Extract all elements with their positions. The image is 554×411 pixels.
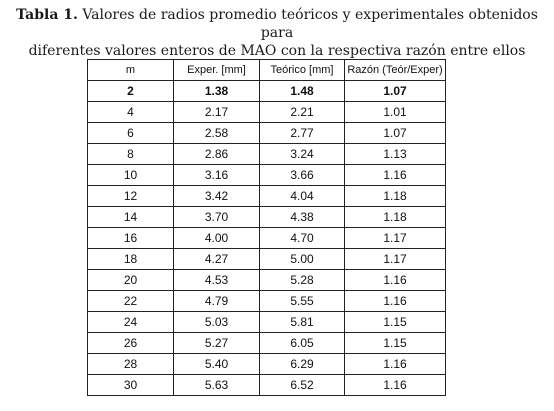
table-row [88,249,446,270]
cell-teorico: 4.70 [260,228,345,249]
cell-teorico: 6.29 [260,354,345,375]
cell-m: 2 [88,81,174,102]
cell-m: 26 [88,333,174,354]
cell-exper: 4.53 [174,270,260,291]
cell-exper: 4.27 [174,249,260,270]
cell-exper: 3.16 [174,165,260,186]
cell-teorico: 5.55 [260,291,345,312]
cell-razon: 1.16 [345,291,446,312]
header-m: m [88,60,174,81]
table-row [88,375,446,396]
table-row [88,207,446,228]
cell-exper: 1.38 [174,81,260,102]
header-razon: Razón (Teór/Exper) [345,60,446,81]
results-table [87,59,446,396]
cell-exper: 2.17 [174,102,260,123]
header-teorico: Teórico [mm] [260,60,345,81]
cell-razon: 1.17 [345,228,446,249]
cell-m: 10 [88,165,174,186]
cell-m: 24 [88,312,174,333]
table-row [88,270,446,291]
cell-teorico: 3.66 [260,165,345,186]
cell-m: 12 [88,186,174,207]
cell-m: 14 [88,207,174,228]
table-row [88,228,446,249]
table-body [88,81,446,396]
table-row [88,81,446,102]
cell-razon: 1.07 [345,81,446,102]
cell-razon: 1.16 [345,354,446,375]
table-row [88,165,446,186]
table-row [88,333,446,354]
cell-teorico: 5.28 [260,270,345,291]
table-caption [0,6,554,60]
table-row [88,291,446,312]
cell-teorico: 5.81 [260,312,345,333]
caption-line-2: diferentes valores enteros de MAO con la respectiva razón entre ellos [28,43,526,59]
header-exper: Exper. [mm] [174,60,260,81]
cell-exper: 5.40 [174,354,260,375]
cell-exper: 3.42 [174,186,260,207]
cell-teorico: 4.04 [260,186,345,207]
cell-teorico: 2.77 [260,123,345,144]
cell-m: 30 [88,375,174,396]
cell-teorico: 3.24 [260,144,345,165]
cell-m: 28 [88,354,174,375]
table-row [88,186,446,207]
cell-teorico: 4.38 [260,207,345,228]
cell-m: 20 [88,270,174,291]
cell-m: 22 [88,291,174,312]
cell-exper: 4.00 [174,228,260,249]
cell-razon: 1.07 [345,123,446,144]
cell-razon: 1.18 [345,207,446,228]
cell-razon: 1.15 [345,312,446,333]
cell-teorico: 2.21 [260,102,345,123]
cell-exper: 5.03 [174,312,260,333]
cell-razon: 1.16 [345,375,446,396]
cell-exper: 2.58 [174,123,260,144]
cell-teorico: 5.00 [260,249,345,270]
cell-razon: 1.16 [345,270,446,291]
table-row [88,102,446,123]
cell-m: 16 [88,228,174,249]
cell-razon: 1.01 [345,102,446,123]
table-row [88,144,446,165]
cell-m: 6 [88,123,174,144]
cell-teorico: 6.05 [260,333,345,354]
cell-razon: 1.15 [345,333,446,354]
table-row [88,123,446,144]
table-row [88,312,446,333]
cell-exper: 3.70 [174,207,260,228]
header-row [88,60,446,81]
cell-exper: 2.86 [174,144,260,165]
caption-label: Tabla 1. [16,7,78,23]
caption-line-1: Valores de radios promedio teóricos y experimentales obtenidos para [82,7,538,41]
table-row [88,354,446,375]
cell-m: 8 [88,144,174,165]
cell-exper: 4.79 [174,291,260,312]
cell-razon: 1.13 [345,144,446,165]
cell-teorico: 1.48 [260,81,345,102]
cell-m: 18 [88,249,174,270]
cell-teorico: 6.52 [260,375,345,396]
cell-m: 4 [88,102,174,123]
cell-razon: 1.16 [345,165,446,186]
cell-razon: 1.18 [345,186,446,207]
cell-razon: 1.17 [345,249,446,270]
cell-exper: 5.63 [174,375,260,396]
cell-exper: 5.27 [174,333,260,354]
